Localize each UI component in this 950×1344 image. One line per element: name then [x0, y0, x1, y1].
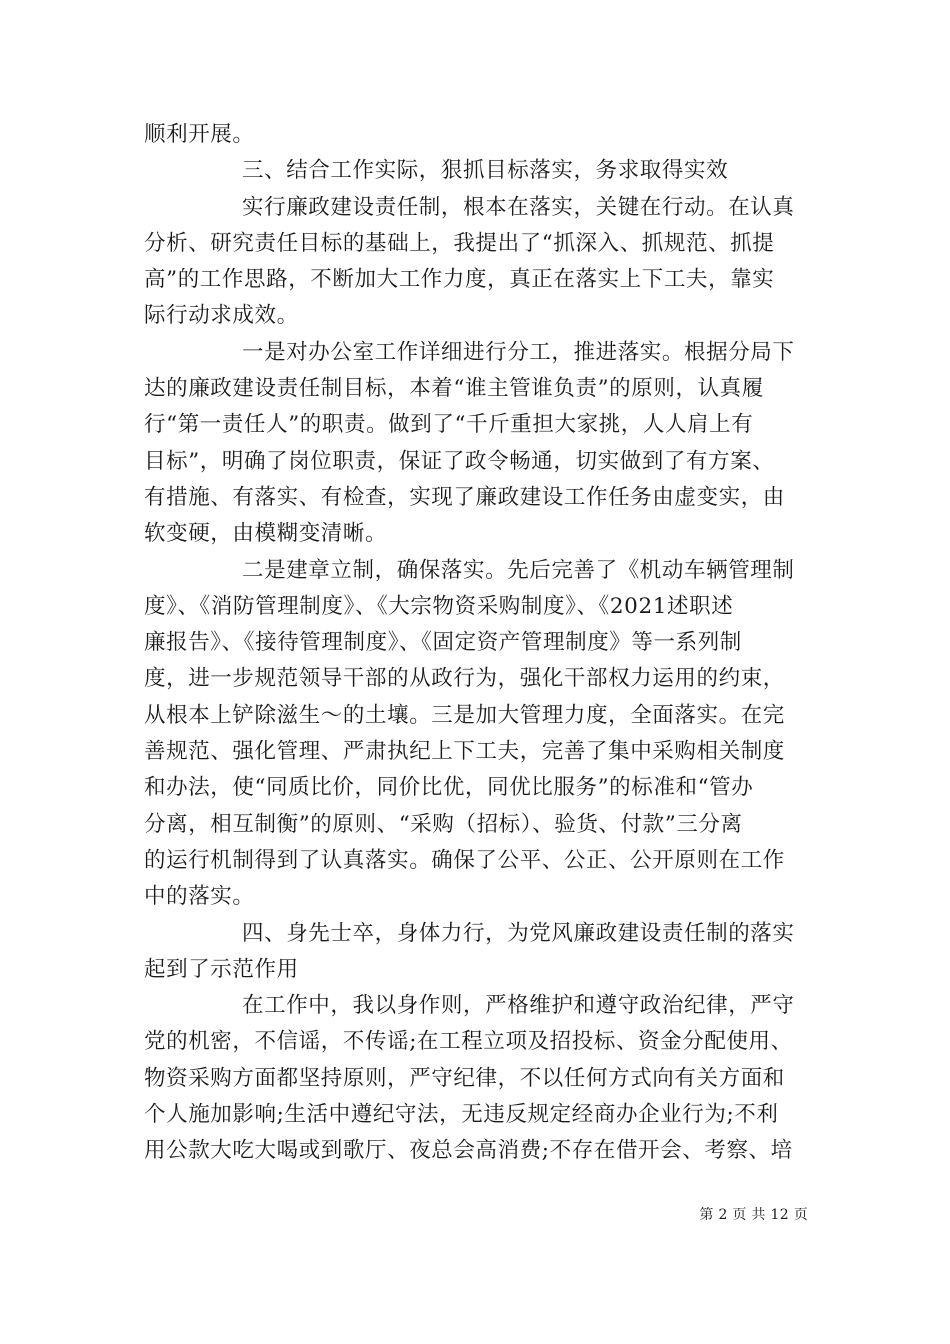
- text-line: 一是对办公室工作详细进行分工，推进落实。根据分局下: [242, 339, 795, 365]
- text-line: 党的机密，不信谣，不传谣;在工程立项及招投标、资金分配使用、: [144, 1029, 793, 1055]
- text-line: 三、结合工作实际，狠抓目标落实，务求取得实效: [242, 158, 729, 184]
- text-line: 度》、《消防管理制度》、《大宗物资采购制度》、《2021述职述: [144, 593, 734, 619]
- text-line: 有措施、有落实、有检查，实现了廉政建设工作任务由虚变实，由: [144, 484, 785, 510]
- text-line: 的运行机制得到了认真落实。确保了公平、公正、公开原则在工作: [144, 847, 785, 873]
- text-line: 在工作中，我以身作则，严格维护和遵守政治纪律，严守: [242, 993, 795, 1019]
- text-line: 分析、研究责任目标的基础上，我提出了“抓深入、抓规范、抓提: [144, 230, 775, 256]
- text-line: 达的廉政建设责任制目标，本着“谁主管谁负责”的原则，认真履: [144, 376, 764, 402]
- text-line: 际行动求成效。: [144, 303, 299, 329]
- text-line: 目标”，明确了岗位职责，保证了政令畅通，切实做到了有方案、: [144, 448, 775, 474]
- text-line: 个人施加影响;生活中遵纪守法，无违反规定经商办企业行为;不利: [144, 1102, 779, 1128]
- text-line: 物资采购方面都坚持原则，严守纪律，不以任何方式向有关方面和: [144, 1065, 785, 1091]
- text-line: 软变硬，由模糊变清晰。: [144, 521, 388, 547]
- document-body: [144, 117, 808, 1170]
- text-line: 廉报告》、《接待管理制度》、《固定资产管理制度》等一系列制: [144, 630, 742, 656]
- text-line: 顺利开展。: [144, 122, 255, 147]
- text-line: 行“第一责任人”的职责。做到了“千斤重担大家挑，人人肩上有: [144, 412, 754, 438]
- text-line: 四、身先士卒，身体力行，为党风廉政建设责任制的落实: [242, 920, 795, 946]
- text-line: 高”的工作思路，不断加大工作力度，真正在落实上下工夫，靠实: [144, 267, 775, 293]
- text-line: 起到了示范作用: [144, 956, 299, 982]
- text-line: 善规范、强化管理、严肃执纪上下工夫，完善了集中采购相关制度: [144, 739, 785, 765]
- text-line: 中的落实。: [144, 884, 255, 910]
- text-line: 分离，相互制衡”的原则、“采购（招标）、验货、付款”三分离: [144, 811, 743, 837]
- text-line: 二是建章立制，确保落实。先后完善了《机动车辆管理制: [242, 557, 795, 583]
- text-line: 和办法，使“同质比价，同价比优，同优比服务”的标准和“管办: [144, 775, 754, 801]
- text-line: 用公款大吃大喝或到歌厅、夜总会高消费;不存在借开会、考察、培: [144, 1138, 793, 1164]
- text-line: 从根本上铲除滋生～的土壤。三是加大管理力度，全面落实。在完: [144, 702, 785, 728]
- page-number-footer: 第 2 页 共 12 页: [699, 1207, 808, 1223]
- text-line: 度，进一步规范领导干部的从政行为，强化干部权力运用的约束，: [144, 666, 785, 692]
- text-line: 实行廉政建设责任制，根本在落实，关键在行动。在认真: [242, 194, 795, 220]
